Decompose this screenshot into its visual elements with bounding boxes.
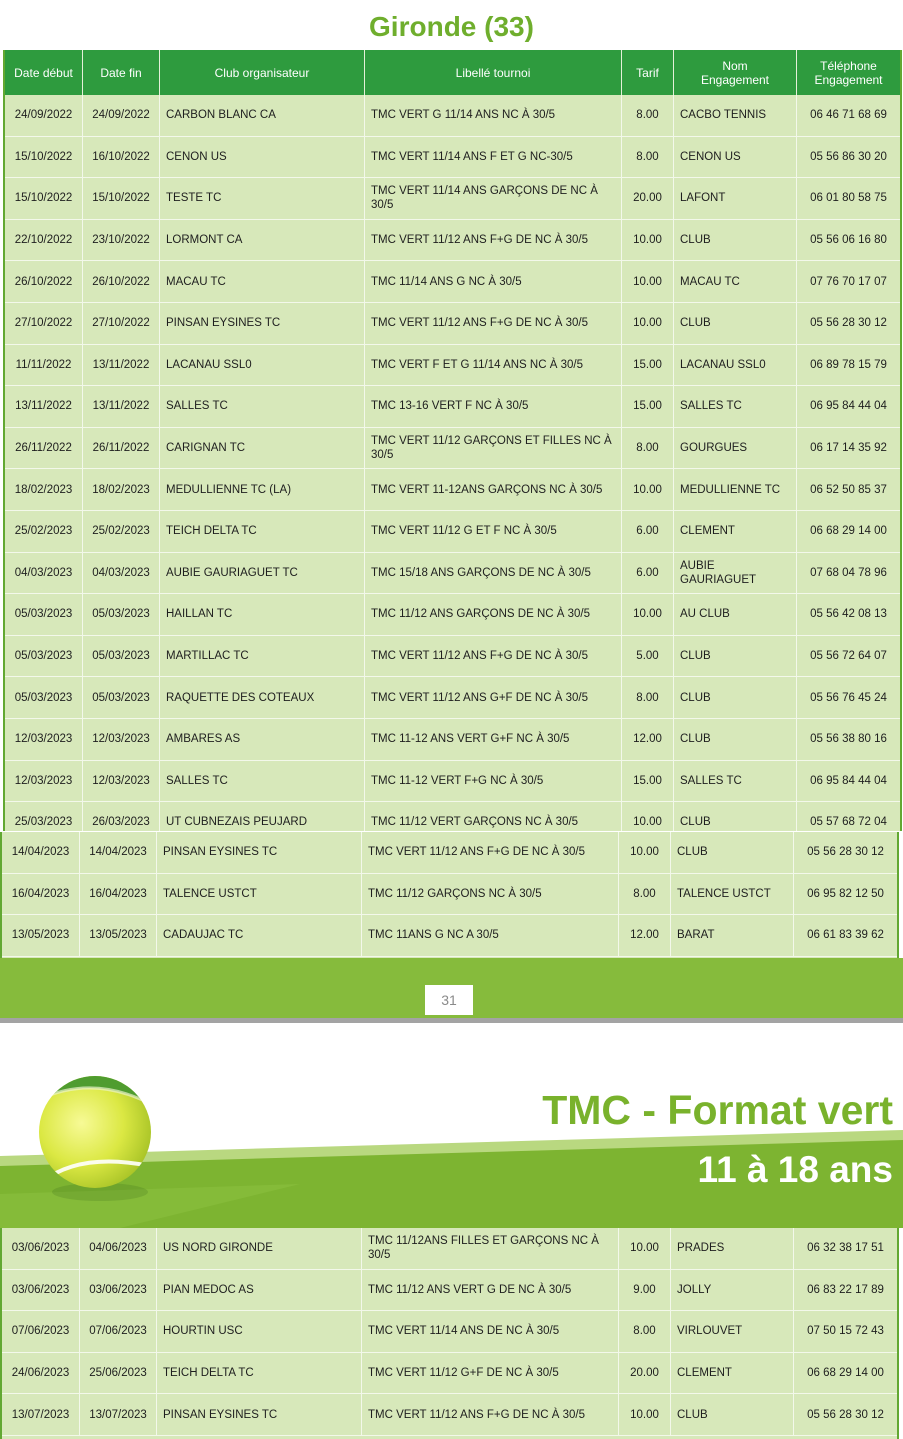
cell-libelle: TMC 11ANS G NC A 30/5: [362, 915, 619, 956]
cell-club: MEDULLIENNE TC (LA): [160, 469, 365, 510]
table-row: [2, 832, 897, 874]
cell-telephone: 05 56 28 30 12: [807, 1408, 884, 1421]
table-row: [5, 303, 900, 345]
cell-date-fin: 07/06/2023: [80, 1311, 157, 1352]
cell-libelle: TMC VERT 11/14 ANS F ET G NC-30/5: [365, 137, 622, 178]
cell-telephone: 05 56 28 30 12: [810, 317, 887, 330]
table-row: [5, 261, 900, 303]
cell-libelle: TMC 11/12 ANS GARÇONS DE NC À 30/5: [365, 594, 622, 635]
table-row: [5, 553, 900, 595]
cell-telephone: 06 01 80 58 75: [810, 192, 887, 205]
cell-club: TEICH DELTA TC: [160, 511, 365, 552]
cell-date-debut: 11/11/2022: [5, 345, 83, 386]
header-date-debut: Date début: [5, 50, 83, 95]
section-heading: TMC - Format vert: [542, 1087, 893, 1133]
section-subheading: 11 à 18 ans: [697, 1149, 893, 1190]
cell-club: TALENCE USTCT: [157, 874, 362, 915]
table-row: [5, 178, 900, 220]
cell-libelle: TMC VERT 11/12 G+F DE NC À 30/5: [362, 1353, 619, 1394]
cell-nom: SALLES TC: [674, 761, 797, 802]
cell-club: PINSAN EYSINES TC: [157, 832, 362, 873]
cell-telephone: 05 56 86 30 20: [810, 150, 887, 163]
cell-tarif: 5.00: [622, 636, 674, 677]
cell-nom: CLUB: [674, 220, 797, 261]
cell-club: UT CUBNEZAIS PEUJARD: [160, 802, 365, 831]
cell-date-debut: 25/03/2023: [5, 802, 83, 831]
table-row: [5, 469, 900, 511]
page-number: 31: [425, 985, 473, 1015]
cell-date-fin: 05/03/2023: [83, 636, 160, 677]
cell-nom: JOLLY: [671, 1270, 794, 1311]
cell-telephone: 06 32 38 17 51: [807, 1242, 884, 1255]
cell-nom: AUBIE GAURIAGUET: [674, 553, 797, 594]
cell-nom: CENON US: [674, 137, 797, 178]
cell-club: CADAUJAC TC: [157, 915, 362, 956]
cell-date-debut: 13/07/2023: [2, 1394, 80, 1435]
cell-nom: CLUB: [674, 677, 797, 718]
cell-date-debut: 25/02/2023: [5, 511, 83, 552]
cell-date-fin: 04/03/2023: [83, 553, 160, 594]
cell-nom: CLEMENT: [674, 511, 797, 552]
cell-tarif: 9.00: [619, 1270, 671, 1311]
cell-telephone: 06 52 50 85 37: [810, 483, 887, 496]
cell-club: US NORD GIRONDE: [157, 1228, 362, 1269]
cell-date-debut: 05/03/2023: [5, 677, 83, 718]
cell-telephone: 07 50 15 72 43: [807, 1325, 884, 1338]
cell-nom: VIRLOUVET: [671, 1311, 794, 1352]
table-body: [2, 1228, 897, 1436]
cell-club: MACAU TC: [160, 261, 365, 302]
cell-libelle: TMC 11-12 VERT F+G NC À 30/5: [365, 761, 622, 802]
cell-nom: CLEMENT: [671, 1353, 794, 1394]
cell-date-fin: 24/09/2022: [83, 95, 160, 136]
header-club: Club organisateur: [160, 50, 365, 95]
table-row: [5, 386, 900, 428]
cell-nom: CLUB: [671, 832, 794, 873]
cell-tarif: 20.00: [619, 1353, 671, 1394]
cell-libelle: TMC VERT G 11/14 ANS NC À 30/5: [365, 95, 622, 136]
cell-tarif: 10.00: [622, 594, 674, 635]
cell-date-debut: 16/04/2023: [2, 874, 80, 915]
tournament-table-continued: [0, 832, 899, 958]
cell-nom: CLUB: [674, 303, 797, 344]
cell-date-debut: 27/10/2022: [5, 303, 83, 344]
cell-club: TEICH DELTA TC: [157, 1353, 362, 1394]
cell-libelle: TMC VERT F ET G 11/14 ANS NC À 30/5: [365, 345, 622, 386]
page-separator: [0, 1018, 903, 1023]
cell-date-debut: 14/04/2023: [2, 832, 80, 873]
cell-nom: LAFONT: [674, 178, 797, 219]
cell-tarif: 10.00: [622, 220, 674, 261]
cell-date-debut: 04/03/2023: [5, 553, 83, 594]
cell-telephone: 06 83 22 17 89: [807, 1283, 884, 1296]
tournament-table-page2: [0, 1228, 899, 1439]
cell-date-debut: 15/10/2022: [5, 178, 83, 219]
cell-date-fin: 03/06/2023: [80, 1270, 157, 1311]
cell-club: CENON US: [160, 137, 365, 178]
cell-club: MARTILLAC TC: [160, 636, 365, 677]
cell-nom: MEDULLIENNE TC: [674, 469, 797, 510]
cell-club: RAQUETTE DES COTEAUX: [160, 677, 365, 718]
header-date-fin: Date fin: [83, 50, 160, 95]
cell-club: LORMONT CA: [160, 220, 365, 261]
table-row: [5, 802, 900, 831]
cell-date-debut: 26/10/2022: [5, 261, 83, 302]
cell-date-debut: 12/03/2023: [5, 719, 83, 760]
cell-nom: CLUB: [674, 636, 797, 677]
cell-date-fin: 23/10/2022: [83, 220, 160, 261]
cell-telephone: 06 89 78 15 79: [810, 358, 887, 371]
cell-telephone: 06 95 84 44 04: [810, 400, 887, 413]
cell-date-fin: 13/05/2023: [80, 915, 157, 956]
cell-tarif: 10.00: [622, 802, 674, 831]
cell-tarif: 6.00: [622, 553, 674, 594]
cell-libelle: TMC 11/12 ANS VERT G DE NC À 30/5: [362, 1270, 619, 1311]
cell-telephone: 05 56 76 45 24: [810, 691, 887, 704]
cell-club: PINSAN EYSINES TC: [157, 1394, 362, 1435]
cell-date-fin: 25/06/2023: [80, 1353, 157, 1394]
cell-libelle: TMC VERT 11/12 ANS G+F DE NC À 30/5: [365, 677, 622, 718]
cell-telephone: 05 56 28 30 12: [807, 846, 884, 859]
cell-date-debut: 22/10/2022: [5, 220, 83, 261]
cell-tarif: 12.00: [622, 719, 674, 760]
cell-libelle: TMC VERT 11/12 ANS F+G DE NC À 30/5: [365, 303, 622, 344]
cell-nom: TALENCE USTCT: [671, 874, 794, 915]
cell-nom: MACAU TC: [674, 261, 797, 302]
table-row: [5, 137, 900, 179]
cell-date-debut: 18/02/2023: [5, 469, 83, 510]
header-nom: Nom Engagement: [674, 50, 797, 95]
tournament-table: [3, 50, 902, 831]
table-body: [2, 832, 897, 957]
cell-libelle: TMC 13-16 VERT F NC À 30/5: [365, 386, 622, 427]
cell-nom: CACBO TENNIS: [674, 95, 797, 136]
cell-tarif: 6.00: [622, 511, 674, 552]
cell-club: AMBARES AS: [160, 719, 365, 760]
cell-telephone: 06 68 29 14 00: [810, 525, 887, 538]
cell-club: HOURTIN USC: [157, 1311, 362, 1352]
cell-club: CARIGNAN TC: [160, 428, 365, 469]
cell-tarif: 10.00: [619, 1228, 671, 1269]
cell-libelle: TMC VERT 11/12 ANS F+G DE NC À 30/5: [365, 220, 622, 261]
cell-nom: LACANAU SSL0: [674, 345, 797, 386]
cell-libelle: TMC VERT 11/12 ANS F+G DE NC À 30/5: [365, 636, 622, 677]
table-row: [2, 1228, 897, 1270]
cell-club: PINSAN EYSINES TC: [160, 303, 365, 344]
cell-telephone: 06 95 82 12 50: [807, 887, 884, 900]
cell-telephone: 06 61 83 39 62: [807, 929, 884, 942]
cell-libelle: TMC VERT 11/14 ANS DE NC À 30/5: [362, 1311, 619, 1352]
cell-date-debut: 03/06/2023: [2, 1228, 80, 1269]
cell-nom: AU CLUB: [674, 594, 797, 635]
cell-club: TESTE TC: [160, 178, 365, 219]
cell-libelle: TMC VERT 11-12ANS GARÇONS NC À 30/5: [365, 469, 622, 510]
cell-date-fin: 12/03/2023: [83, 761, 160, 802]
cell-tarif: 10.00: [619, 1394, 671, 1435]
cell-libelle: TMC VERT 11/12 ANS F+G DE NC À 30/5: [362, 832, 619, 873]
table-row: [5, 761, 900, 803]
cell-club: CARBON BLANC CA: [160, 95, 365, 136]
cell-date-debut: 03/06/2023: [2, 1270, 80, 1311]
cell-nom: PRADES: [671, 1228, 794, 1269]
table-row: [2, 874, 897, 916]
cell-telephone: 06 68 29 14 00: [807, 1367, 884, 1380]
table-row: [5, 511, 900, 553]
table-row: [5, 220, 900, 262]
cell-tarif: 15.00: [622, 345, 674, 386]
table-row: [5, 428, 900, 470]
table-row: [5, 95, 900, 137]
cell-telephone: 05 56 06 16 80: [810, 234, 887, 247]
cell-tarif: 8.00: [622, 428, 674, 469]
cell-club: SALLES TC: [160, 386, 365, 427]
cell-date-fin: 12/03/2023: [83, 719, 160, 760]
cell-date-fin: 13/07/2023: [80, 1394, 157, 1435]
cell-tarif: 10.00: [622, 261, 674, 302]
cell-date-fin: 26/03/2023: [83, 802, 160, 831]
table-row: [5, 677, 900, 719]
cell-date-fin: 27/10/2022: [83, 303, 160, 344]
cell-libelle: TMC 11-12 ANS VERT G+F NC À 30/5: [365, 719, 622, 760]
cell-club: LACANAU SSL0: [160, 345, 365, 386]
cell-telephone: 07 68 04 78 96: [810, 566, 887, 579]
cell-date-debut: 13/05/2023: [2, 915, 80, 956]
cell-telephone: 06 17 14 35 92: [810, 442, 887, 455]
cell-date-fin: 13/11/2022: [83, 345, 160, 386]
cell-nom: CLUB: [671, 1394, 794, 1435]
cell-date-fin: 16/10/2022: [83, 137, 160, 178]
cell-nom: GOURGUES: [674, 428, 797, 469]
cell-date-debut: 24/06/2023: [2, 1353, 80, 1394]
cell-libelle: TMC 11/12 VERT GARÇONS NC À 30/5: [365, 802, 622, 831]
cell-date-debut: 13/11/2022: [5, 386, 83, 427]
table-row: [2, 915, 897, 957]
cell-date-debut: 12/03/2023: [5, 761, 83, 802]
cell-libelle: TMC 11/12ANS FILLES ET GARÇONS NC À 30/5: [362, 1228, 619, 1269]
cell-club: SALLES TC: [160, 761, 365, 802]
cell-date-fin: 14/04/2023: [80, 832, 157, 873]
cell-date-debut: 15/10/2022: [5, 137, 83, 178]
cell-libelle: TMC 15/18 ANS GARÇONS DE NC À 30/5: [365, 553, 622, 594]
cell-date-fin: 05/03/2023: [83, 594, 160, 635]
cell-date-fin: 25/02/2023: [83, 511, 160, 552]
table-row: [5, 345, 900, 387]
cell-libelle: TMC VERT 11/12 GARÇONS ET FILLES NC À 30/5: [365, 428, 622, 469]
cell-nom: BARAT: [671, 915, 794, 956]
cell-telephone: 05 56 38 80 16: [810, 733, 887, 746]
cell-date-fin: 13/11/2022: [83, 386, 160, 427]
cell-date-debut: 05/03/2023: [5, 636, 83, 677]
cell-date-fin: 15/10/2022: [83, 178, 160, 219]
cell-date-fin: 05/03/2023: [83, 677, 160, 718]
cell-date-debut: 07/06/2023: [2, 1311, 80, 1352]
cell-nom: CLUB: [674, 802, 797, 831]
cell-libelle: TMC VERT 11/12 ANS F+G DE NC À 30/5: [362, 1394, 619, 1435]
table-row: [5, 636, 900, 678]
cell-tarif: 10.00: [622, 303, 674, 344]
cell-libelle: TMC VERT 11/12 G ET F NC À 30/5: [365, 511, 622, 552]
cell-date-fin: 18/02/2023: [83, 469, 160, 510]
cell-date-debut: 24/09/2022: [5, 95, 83, 136]
table-row: [2, 1270, 897, 1312]
cell-libelle: TMC 11/14 ANS G NC À 30/5: [365, 261, 622, 302]
header-tarif: Tarif: [622, 50, 674, 95]
cell-nom: CLUB: [674, 719, 797, 760]
cell-libelle: TMC VERT 11/14 ANS GARÇONS DE NC À 30/5: [365, 178, 622, 219]
table-body: [5, 95, 900, 831]
cell-tarif: 10.00: [619, 832, 671, 873]
cell-date-fin: 04/06/2023: [80, 1228, 157, 1269]
table-header: [5, 50, 900, 95]
table-row: [2, 1394, 897, 1436]
cell-nom: SALLES TC: [674, 386, 797, 427]
cell-tarif: 15.00: [622, 386, 674, 427]
cell-tarif: 20.00: [622, 178, 674, 219]
header-telephone: Téléphone Engagement: [814, 58, 883, 87]
cell-date-debut: 26/11/2022: [5, 428, 83, 469]
cell-club: PIAN MEDOC AS: [157, 1270, 362, 1311]
cell-tarif: 15.00: [622, 761, 674, 802]
page-title: Gironde (33): [369, 11, 534, 42]
cell-tarif: 8.00: [622, 95, 674, 136]
header-libelle: Libellé tournoi: [365, 50, 622, 95]
cell-telephone: 05 56 72 64 07: [810, 650, 887, 663]
cell-telephone: 05 57 68 72 04: [810, 816, 887, 829]
cell-tarif: 8.00: [619, 1311, 671, 1352]
cell-date-fin: 26/10/2022: [83, 261, 160, 302]
cell-telephone: 05 56 42 08 13: [810, 608, 887, 621]
cell-tarif: 8.00: [622, 137, 674, 178]
cell-tarif: 12.00: [619, 915, 671, 956]
table-row: [5, 719, 900, 761]
cell-date-debut: 05/03/2023: [5, 594, 83, 635]
cell-date-fin: 26/11/2022: [83, 428, 160, 469]
cell-telephone: 06 95 84 44 04: [810, 774, 887, 787]
cell-date-fin: 16/04/2023: [80, 874, 157, 915]
table-row: [2, 1311, 897, 1353]
cell-tarif: 8.00: [622, 677, 674, 718]
table-row: [2, 1353, 897, 1395]
cell-club: AUBIE GAURIAGUET TC: [160, 553, 365, 594]
cell-telephone: 06 46 71 68 69: [810, 109, 887, 122]
cell-club: HAILLAN TC: [160, 594, 365, 635]
cell-tarif: 10.00: [622, 469, 674, 510]
table-row: [5, 594, 900, 636]
cell-tarif: 8.00: [619, 874, 671, 915]
cell-libelle: TMC 11/12 GARÇONS NC À 30/5: [362, 874, 619, 915]
cell-telephone: 07 76 70 17 07: [810, 275, 887, 288]
